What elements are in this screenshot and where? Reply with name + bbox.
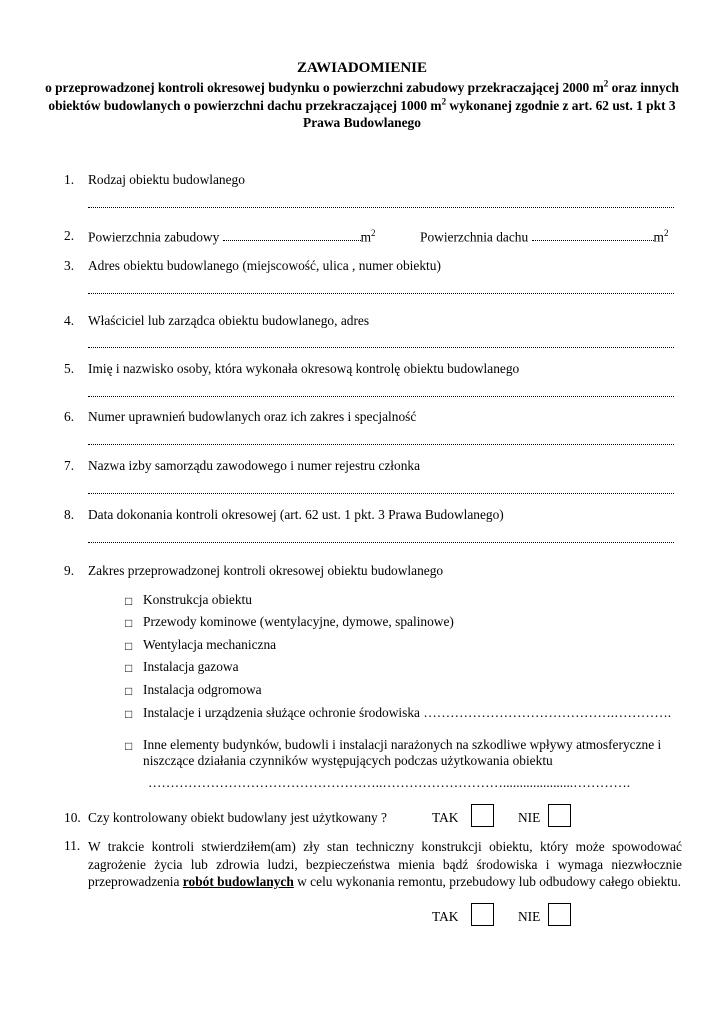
item-1-fill-line[interactable] (88, 203, 674, 208)
item-7-label: Nazwa izby samorządu zawodowego i numer rejestru członka (88, 458, 421, 473)
option-other-checkbox[interactable]: □ (125, 739, 133, 753)
item-9-number: 9. (64, 563, 75, 578)
option-5-checkbox[interactable]: □ (125, 684, 133, 698)
built-area-fill-line[interactable] (223, 239, 361, 241)
item-10-yes-label: TAK (432, 810, 459, 825)
item-6-fill-line[interactable] (88, 440, 674, 445)
item-8-label: Data dokonania kontroli okresowej (art. 62 ust. 1 pkt. 3 Prawa Budowlanego) (88, 507, 504, 522)
roof-area-unit: m (653, 229, 664, 245)
option-1-checkbox[interactable]: □ (125, 594, 133, 608)
item-10-number: 10. (64, 810, 81, 825)
item-11-yes-checkbox[interactable] (471, 903, 494, 926)
item-10-no-checkbox[interactable] (548, 804, 571, 827)
item-2-roof-row (420, 228, 668, 245)
item-5-fill-line[interactable] (88, 392, 674, 397)
option-6-checkbox[interactable]: □ (125, 707, 133, 721)
roof-area-unit-sup: 2 (663, 228, 669, 238)
item-11-text-a: W trakcie kontroli stwierdziłem(am) zły stan techniczny konstrukcji obiektu, który może spowodować zagrożenie życia lub zdrowia ludzi, bezpieczeństwa mienia bądź środowiska i wymaga niezwłocznie przeprowadzenia (88, 839, 682, 889)
built-area-label: Powierzchnia zabudowy (88, 229, 223, 245)
item-11-no-label: NIE (518, 909, 541, 924)
option-4-label: Instalacja gazowa (143, 659, 239, 674)
subtitle-sup-a: 2 (603, 78, 609, 89)
document-subtitle (30, 79, 694, 132)
item-9-label: Zakres przeprowadzonej kontroli okresowej obiektu budowlanego (88, 563, 444, 578)
item-10-label: Czy kontrolowany obiekt budowlany jest użytkowany ? (88, 810, 388, 825)
item-6-number: 6. (64, 409, 75, 424)
item-11-number: 11. (64, 838, 81, 853)
built-area-unit: m (360, 229, 372, 245)
option-4-checkbox[interactable]: □ (125, 661, 133, 675)
item-7-fill-line[interactable] (88, 489, 674, 494)
option-6-label: Instalacje i urządzenia służące ochronie środowiska …………………………………….…………. (143, 705, 672, 720)
item-10-no-label: NIE (518, 810, 541, 825)
item-1-label: Rodzaj obiektu budowlanego (88, 172, 245, 187)
subtitle-part-c: wykonanej zgodnie z art. 62 ust. 1 pkt 3 Prawa Budowlanego (303, 97, 676, 130)
item-8-number: 8. (64, 507, 75, 522)
item-3-fill-line[interactable] (88, 289, 674, 294)
option-1-label: Konstrukcja obiektu (143, 592, 252, 607)
item-11-paragraph (88, 838, 682, 891)
item-8-fill-line[interactable] (88, 538, 674, 543)
item-11-yes-label: TAK (432, 909, 459, 924)
option-other-label-line2: niszczące działania czynników występujących podczas użytkowania obiektu (143, 753, 553, 768)
item-1-number: 1. (64, 172, 75, 187)
option-2-label: Przewody kominowe (wentylacyjne, dymowe, spalinowe) (143, 614, 454, 629)
option-2-checkbox[interactable]: □ (125, 616, 133, 630)
option-other-label-line1: Inne elementy budynków, budowli i instalacji narażonych na szkodliwe wpływy atmosferyczne i (143, 737, 662, 752)
item-7-number: 7. (64, 458, 75, 473)
option-5-label: Instalacja odgromowa (143, 682, 262, 697)
item-3-number: 3. (64, 258, 75, 273)
item-4-number: 4. (64, 313, 75, 328)
item-6-label: Numer uprawnień budowlanych oraz ich zakres i specjalność (88, 409, 417, 424)
subtitle-part-b: oraz innych obiektów budowlanych o powierzchni dachu przekraczającej 1000 m (48, 80, 679, 113)
item-3-label: Adres obiektu budowlanego (miejscowość, ulica , numer obiektu) (88, 258, 441, 273)
document-title: ZAWIADOMIENIE (296, 60, 428, 76)
item-11-no-checkbox[interactable] (548, 903, 571, 926)
subtitle-sup-b: 2 (441, 96, 447, 107)
subtitle-part-a: o przeprowadzonej kontroli okresowej budynku o powierzchni zabudowy przekraczającej 2000 m (45, 80, 604, 95)
option-other-fill-line[interactable]: ……………………………………………..……………………….....................…………. (148, 775, 631, 790)
built-area-unit-sup: 2 (371, 228, 376, 238)
item-2-area-row (88, 228, 376, 245)
item-2-number: 2. (64, 228, 75, 243)
item-5-label: Imię i nazwisko osoby, która wykonała okresową kontrolę obiektu budowlanego (88, 361, 520, 376)
item-4-label: Właściciel lub zarządca obiektu budowlanego, adres (88, 313, 370, 328)
option-3-label: Wentylacja mechaniczna (143, 637, 277, 652)
item-11-bold-text: robót budowlanych (182, 874, 294, 889)
item-11-text-b: w celu wykonania remontu, przebudowy lub odbudowy całego obiektu. (293, 874, 681, 889)
roof-area-fill-line[interactable] (532, 239, 654, 241)
item-4-fill-line[interactable] (88, 343, 674, 348)
item-5-number: 5. (64, 361, 75, 376)
option-3-checkbox[interactable]: □ (125, 639, 133, 653)
item-10-yes-checkbox[interactable] (471, 804, 494, 827)
roof-area-label: Powierzchnia dachu (420, 229, 532, 245)
